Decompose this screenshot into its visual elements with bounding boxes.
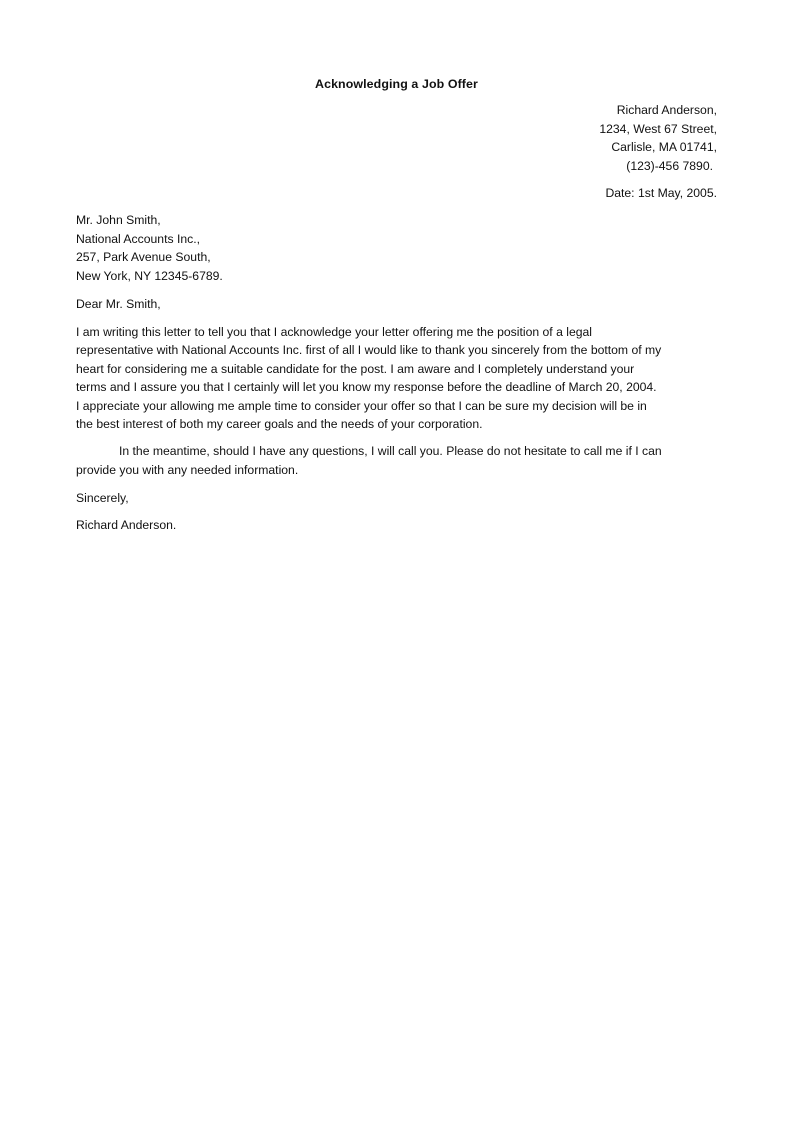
paragraph-line: I appreciate your allowing me ample time to consider your offer so that I can be sure my decision will be in <box>76 398 647 413</box>
closing: Sincerely, <box>76 491 129 505</box>
sender-name: Richard Anderson, <box>616 103 717 117</box>
paragraph-line: the best interest of both my career goals and the needs of your corporation. <box>76 417 483 432</box>
document-title: Acknowledging a Job Offer <box>315 77 478 91</box>
recipient-company: National Accounts Inc., <box>76 231 200 246</box>
paragraph-line: terms and I assure you that I certainly will let you know my response before the deadline of March 20, 2004. <box>76 380 657 395</box>
letter-date: Date: 1st May, 2005. <box>605 186 717 200</box>
paragraph-line: provide you with any needed information. <box>76 462 299 477</box>
sender-street: 1234, West 67 Street, <box>599 121 717 136</box>
sender-city: Carlisle, MA 01741, <box>611 140 717 155</box>
body-paragraph-1 <box>76 323 718 433</box>
signature-name: Richard Anderson. <box>76 518 177 532</box>
body-paragraph-2 <box>76 442 718 479</box>
recipient-name: Mr. John Smith, <box>76 213 161 227</box>
paragraph-line: In the meantime, should I have any questions, I will call you. Please do not hesitate to call me if I can <box>119 444 662 458</box>
paragraph-line: I am writing this letter to tell you that I acknowledge your letter offering me the position of a legal <box>76 325 592 339</box>
paragraph-line: heart for considering me a suitable candidate for the post. I am aware and I completely understand your <box>76 361 635 376</box>
sender-phone: (123)-456 7890. <box>626 158 713 173</box>
salutation: Dear Mr. Smith, <box>76 297 161 311</box>
paragraph-line: representative with National Accounts Inc. first of all I would like to thank you sincerely from the bottom of my <box>76 343 662 358</box>
sender-address-block <box>599 101 717 175</box>
recipient-address-block <box>76 211 223 285</box>
recipient-street: 257, Park Avenue South, <box>76 250 211 265</box>
recipient-city: New York, NY 12345-6789. <box>76 268 223 283</box>
